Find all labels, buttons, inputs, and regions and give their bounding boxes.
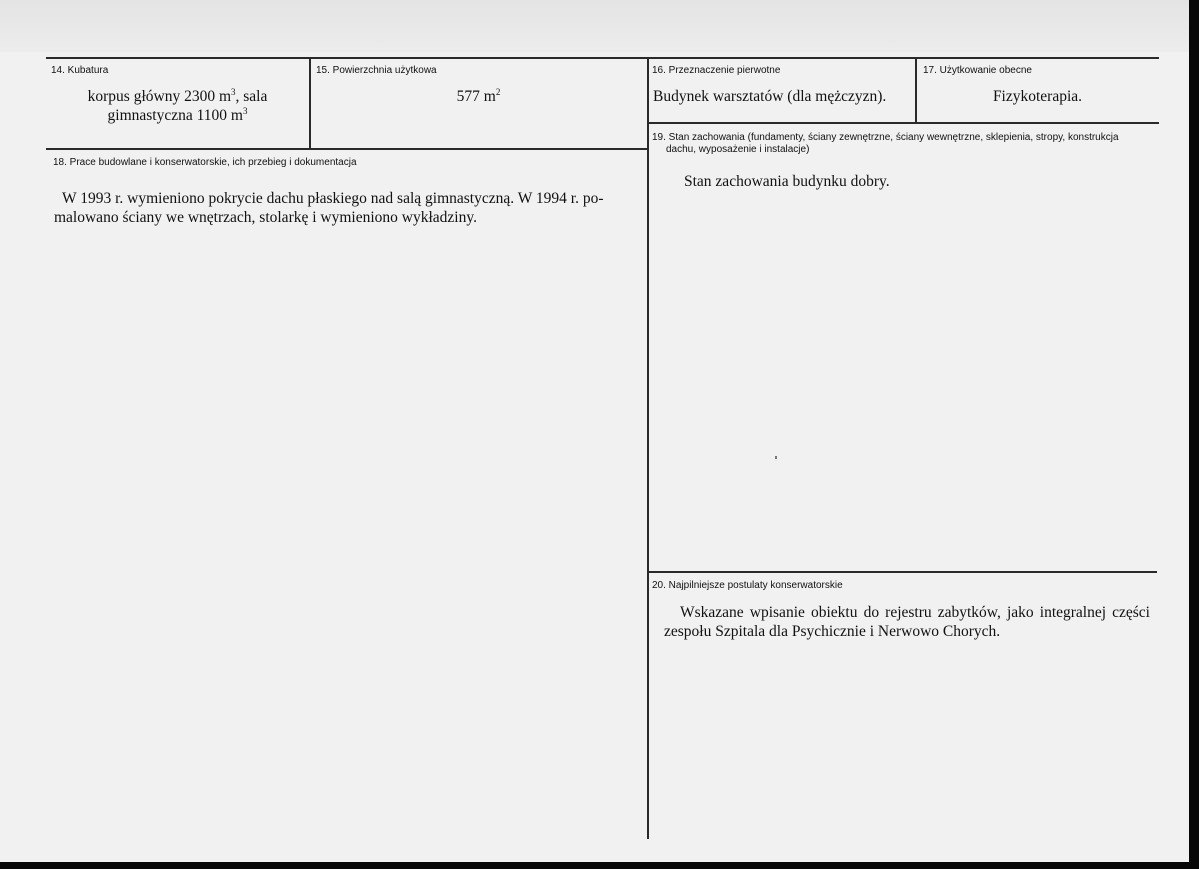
rule-field20-top: [648, 571, 1157, 573]
field-20-value: Wskazane wpisanie obiektu do rejestru zabytków, jako integralnej części zespołu Szpitala dla Psychicznie i Nerwowo Chorych.: [664, 604, 1150, 640]
field-17-value: Fizykoterapia.: [992, 88, 1083, 105]
field-17-label: 17. Użytkowanie obecne: [923, 65, 1032, 76]
rule-top: [46, 57, 1159, 59]
scan-top-band: [0, 0, 1189, 52]
field-19-label: 19. Stan zachowania (fundamenty, ściany zewnętrzne, ściany wewnętrzne, sklepienia, stropy, konstrukcja dachu, wyposażenie i instalacje): [652, 132, 1119, 155]
field-16-label: 16. Przeznaczenie pierwotne: [652, 65, 781, 76]
field-15-label: 15. Powierzchnia użytkowa: [316, 65, 437, 76]
field-19-value: Stan zachowania budynku dobry.: [684, 173, 890, 190]
field-14-value: korpus główny 2300 $m^3$, sala gimnastyczna 1100 $m^3$: [87, 87, 268, 124]
scan-border-right: [1189, 0, 1199, 869]
field-14-label: 14. Kubatura: [51, 65, 109, 76]
scan-speck: [775, 456, 777, 459]
rule-row1-bottom-left: [46, 148, 648, 150]
field-20-label: 20. Najpilniejsze postulaty konserwatorskie: [652, 580, 843, 591]
field-18-label: 18. Prace budowlane i konserwatorskie, ich przebieg i dokumentacja: [53, 157, 357, 168]
rule-row1-bottom-right: [648, 122, 1159, 124]
rule-col-main: [647, 57, 649, 839]
field-16-value: Budynek warsztatów (dla mężczyzn).: [653, 88, 887, 105]
scan-border-bottom: [0, 862, 1199, 869]
field-15-value: 577 $m^2$: [456, 87, 501, 105]
field-18-value: W 1993 r. wymieniono pokrycie dachu płaskiego nad salą gimnastyczną. W 1994 r. po- malowano ściany we wnętrzach, stolarkę i wymieniono wykładziny.: [54, 190, 604, 226]
